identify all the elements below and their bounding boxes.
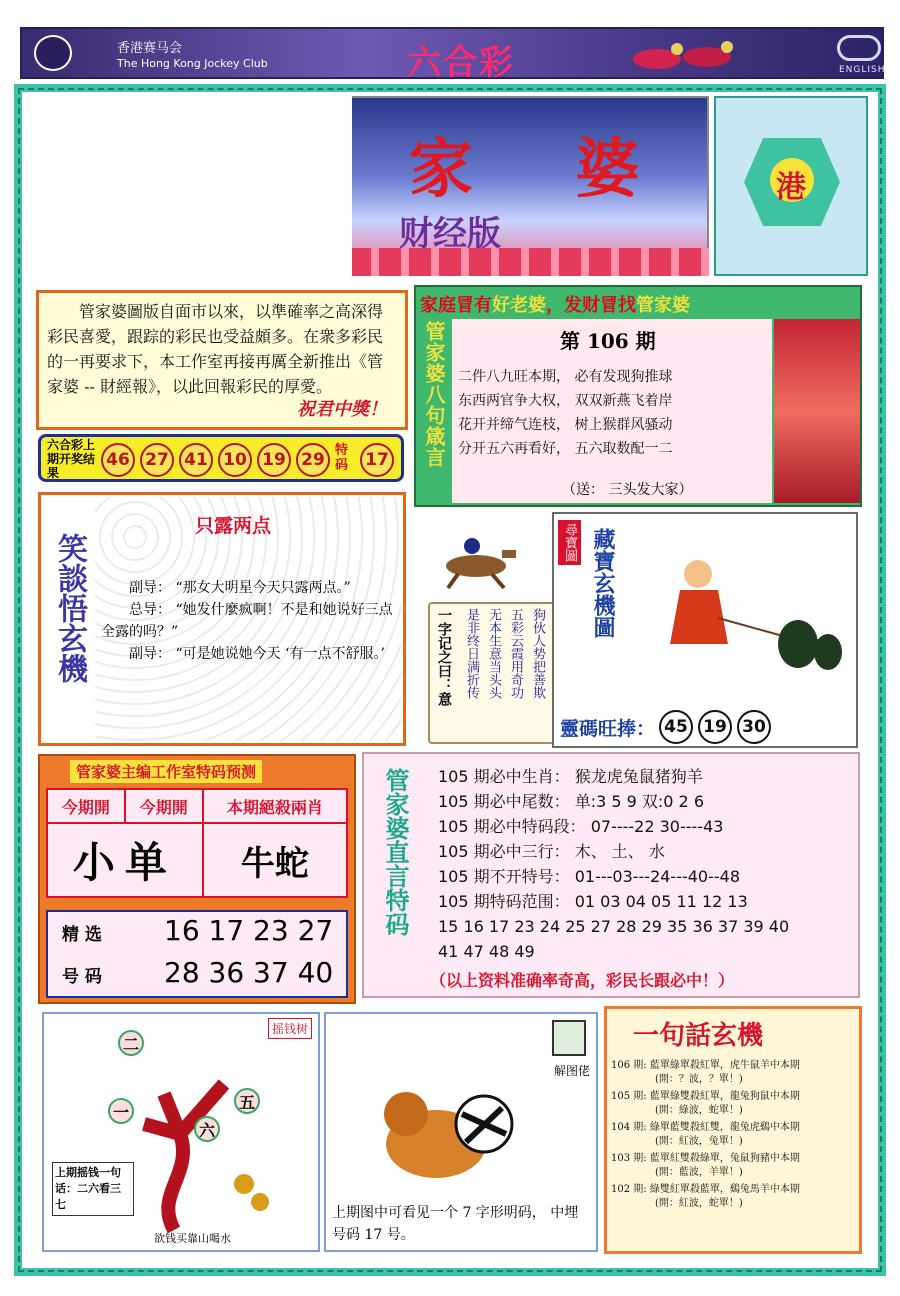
draw-number: 27 xyxy=(140,443,174,477)
tips-row: 105 期必中特码段： 07----22 30----43 xyxy=(438,817,724,836)
money-tree-caption: 欲钱买靠山喝水 xyxy=(154,1232,231,1245)
joke-title: 只露两点 xyxy=(195,515,272,537)
riddle-entries xyxy=(611,1059,861,1214)
poem-lines xyxy=(458,365,672,461)
hot-numbers xyxy=(560,710,776,744)
scroll-column: 无本生意当头头 xyxy=(486,608,501,699)
tree-ball: 一 xyxy=(108,1098,134,1124)
workshop-col2: 今期開 xyxy=(125,789,203,823)
headline-part: ，发财冒找 xyxy=(546,295,636,316)
poem-line: 二件八九旺本期， 必有发现狗推球 xyxy=(458,369,673,385)
riddle-open: (開：？波，？單！) xyxy=(655,1074,743,1085)
pick-row: 28 36 37 40 xyxy=(164,956,334,989)
riddle-issue: 104 期: xyxy=(611,1122,647,1133)
banner-title: 家 婆 xyxy=(409,132,680,207)
riddle-text: 綠雙紅單殺藍單，鷄兔馬羊中本期 xyxy=(649,1184,800,1195)
horses-icon xyxy=(622,31,752,77)
treasure-label: 尋寶圖 xyxy=(558,520,581,565)
workshop-title: 管家婆主编工作室特码预测 xyxy=(70,760,262,783)
banner-mask xyxy=(27,94,352,292)
last-draw-numbers xyxy=(101,443,399,477)
riddle-entry xyxy=(611,1121,861,1149)
riddle-text: 綠單藍雙殺紅雙，龍兔虎鷄中本期 xyxy=(649,1122,800,1133)
workshop-val3: 牛蛇 xyxy=(203,823,347,897)
scroll-column: 狗伙人势把善欺 xyxy=(530,608,545,699)
poem-body xyxy=(452,319,772,503)
riddle-entry xyxy=(611,1090,861,1118)
scroll-column: 是非终日满折传 xyxy=(464,608,479,699)
riddle-entry xyxy=(611,1152,861,1180)
tree-ball: 五 xyxy=(234,1088,260,1114)
riddle-text: 藍單紅雙殺綠單，兔鼠狗豬中本期 xyxy=(649,1153,800,1164)
tips-row: 15 16 17 23 24 25 27 28 29 35 36 37 39 40 xyxy=(438,917,790,936)
riddle-open: (開：藍波，羊單！) xyxy=(655,1167,743,1178)
hot-label: 靈碼旺捧： xyxy=(560,717,656,740)
puzzle-caption: 上期图中可看见一个 7 字形明码， 中埋号码 17 号。 xyxy=(332,1205,579,1243)
draw-number: 41 xyxy=(179,443,213,477)
top-header xyxy=(20,27,886,83)
english-link[interactable]: ENGLISH xyxy=(839,65,886,75)
money-tree-note: 上期摇钱一句话：二六看三七 xyxy=(52,1162,134,1216)
tips-panel xyxy=(362,752,860,998)
joke-line: 总导： “她发什麼疯啊！不是和她说好三点全露的吗？” xyxy=(101,602,393,640)
last-draw-bar xyxy=(38,434,404,482)
poem-side-label: 管家婆八句箴言 xyxy=(422,321,446,468)
joke-side-label: 笑談悟玄機 xyxy=(52,533,87,683)
headline-part: 管家婆 xyxy=(636,295,690,316)
tips-row: 105 期必中三行： 木、 土、 水 xyxy=(438,842,665,861)
pick-label: 号 码 xyxy=(62,967,102,987)
pick-label: 精 选 xyxy=(62,925,102,945)
puzzle-panel xyxy=(324,1012,598,1252)
intro-slogan: 祝君中獎！ xyxy=(297,399,387,420)
poem-issue: 第 106 期 xyxy=(560,329,656,353)
poem-line: 花开并缔气连枝， 树上猴群风骚动 xyxy=(458,417,673,433)
jockey-club-logo[interactable] xyxy=(34,35,72,71)
hot-number: 30 xyxy=(737,710,771,744)
money-tree-panel xyxy=(42,1012,320,1252)
riddle-open: (開：綠波，蛇單！) xyxy=(655,1105,743,1116)
badge-char: 港 xyxy=(776,170,806,205)
hot-number: 19 xyxy=(698,710,732,744)
tree-ball: 六 xyxy=(194,1116,220,1142)
headline-part: 家庭冒有 xyxy=(420,295,492,316)
riddle-issue: 105 期: xyxy=(611,1091,647,1102)
poem-line: 分开五六再看好， 五六取数配一二 xyxy=(458,441,673,457)
tips-footer: （以上资料准确率奇高，彩民长跟必中！） xyxy=(430,971,735,990)
page-title: 六合彩 xyxy=(407,43,515,83)
special-label: 特码 xyxy=(335,443,349,473)
picks-box xyxy=(46,910,348,998)
treasure-title: 藏寶玄機圖 xyxy=(590,528,616,638)
joke-panel xyxy=(38,492,406,746)
riddle-open: (開：紅波，兔單！) xyxy=(655,1136,743,1147)
riddle-text: 藍單綠單殺紅單，虎牛鼠羊中本期 xyxy=(649,1060,800,1071)
riddle-issue: 103 期: xyxy=(611,1153,647,1164)
man-pulling-melons-icon xyxy=(622,534,852,694)
joke-body xyxy=(95,497,401,741)
riddle-title: 一句話玄機 xyxy=(633,1021,764,1051)
scroll-columns xyxy=(462,608,547,699)
workshop-val12: 小单 xyxy=(47,823,203,897)
riddle-issue: 102 期: xyxy=(611,1184,647,1195)
joke-line: 副导： “那女大明星今天只露两点。” xyxy=(129,580,351,596)
money-tree-tag: 摇钱树 xyxy=(268,1018,312,1039)
riddle-entry xyxy=(611,1059,861,1087)
english-logo-icon[interactable] xyxy=(837,35,881,61)
puzzle-label-icon xyxy=(552,1020,586,1056)
poem-headline xyxy=(420,291,690,317)
intro-text: 管家婆圖版自面市以來，以準確率之高深得彩民喜愛，跟踪的彩民也受益頗多。在衆多彩民的一再要求下，本工作室再接再厲全新推出《管家婆 -- 財經報》，以此回報彩民的厚愛。 xyxy=(47,302,384,396)
draw-number: 29 xyxy=(296,443,330,477)
tips-row: 105 期必中尾数： 单:3 5 9 双:0 2 6 xyxy=(438,792,705,811)
last-draw-label: 六合彩上期开奖结果 xyxy=(47,438,96,480)
scroll-column: 五彩云霞用奇功 xyxy=(508,608,523,699)
riddle-panel xyxy=(604,1006,862,1254)
riddle-text: 藍單綠雙殺紅單，龍兔狗鼠中本期 xyxy=(649,1091,800,1102)
riddle-open: (開：紅波，蛇單！) xyxy=(655,1198,743,1209)
tips-row: 41 47 48 49 xyxy=(438,942,535,961)
joke-line: 副导： “可是她说她今天 ‘有一点不舒服。’ xyxy=(129,646,385,662)
workshop-panel xyxy=(38,754,356,1004)
banner-subtitle: 财经版 xyxy=(399,214,501,254)
tree-ball: 二 xyxy=(118,1030,144,1056)
pick-row: 16 17 23 27 xyxy=(164,914,334,947)
puzzle-label: 解图佬 xyxy=(553,1064,590,1078)
workshop-col1: 今期開 xyxy=(47,789,125,823)
poem-line: 东西两官争大权， 双双新燕飞着岸 xyxy=(458,393,673,409)
tips-rows xyxy=(438,764,789,964)
poem-gift: （送： 三头发大家） xyxy=(562,482,693,498)
club-name-cn: 香港赛马会 xyxy=(117,41,183,56)
riddle-issue: 106 期: xyxy=(611,1060,647,1071)
special-number: 17 xyxy=(360,443,394,477)
intro-panel xyxy=(36,290,408,430)
hot-number: 45 xyxy=(659,710,693,744)
club-name-en: The Hong Kong Jockey Club xyxy=(117,57,268,70)
tips-row: 105 期特码范围： 01 03 04 05 11 12 13 xyxy=(438,892,748,911)
tips-row: 105 期不开特号： 01---03---24---40--48 xyxy=(438,867,741,886)
tips-side-label: 管家婆直言特码 xyxy=(381,768,410,936)
scroll-title: 一字记之曰：意 xyxy=(436,608,452,706)
draw-number: 19 xyxy=(257,443,291,477)
headline-part: 好老婆 xyxy=(492,295,546,316)
hk-lantern-badge xyxy=(714,96,868,276)
workshop-table xyxy=(46,788,348,898)
poem-panel xyxy=(414,285,862,507)
joke-lines xyxy=(101,577,397,665)
jockey-horse-icon xyxy=(428,522,528,592)
workshop-col3: 本期絕殺兩肖 xyxy=(203,789,347,823)
lion-ball-icon xyxy=(366,1064,546,1194)
bride-image xyxy=(774,319,860,503)
draw-number: 46 xyxy=(101,443,135,477)
riddle-entry xyxy=(611,1183,861,1211)
treasure-panel xyxy=(552,512,858,748)
draw-number: 10 xyxy=(218,443,252,477)
tips-row: 105 期必中生肖： 猴龙虎兔鼠猪狗羊 xyxy=(438,767,703,786)
